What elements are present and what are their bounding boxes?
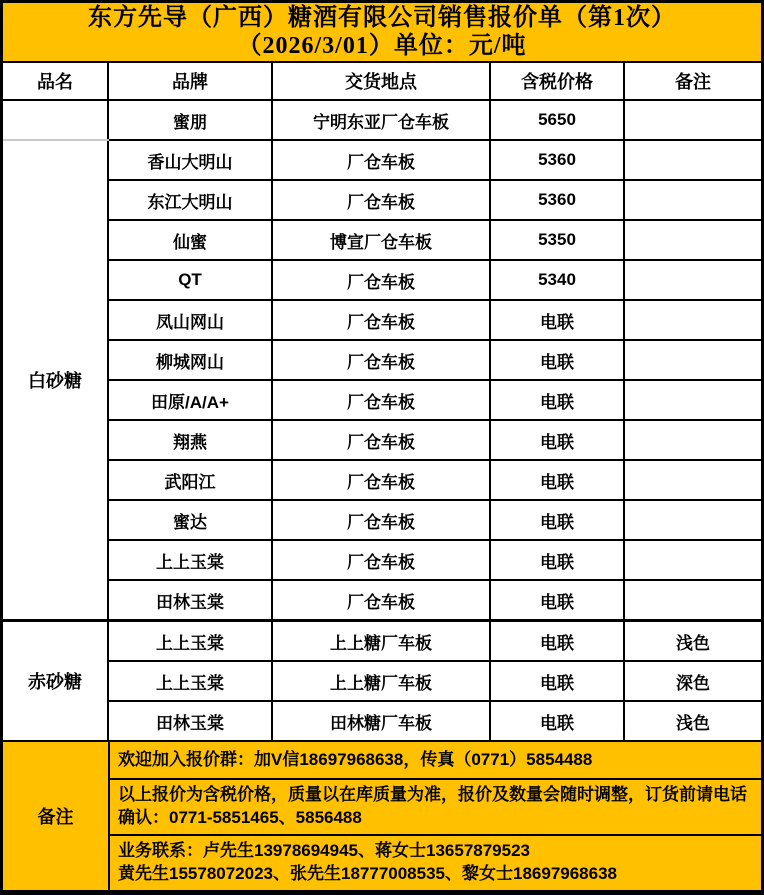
price-cell: 电联 (490, 661, 624, 701)
remark-cell: 浅色 (624, 701, 761, 741)
footer-note-line: 黄先生15578072023、张先生18777008535、黎女士18697968638 (118, 864, 618, 883)
price-cell: 5360 (490, 140, 624, 180)
remark-cell (624, 580, 761, 621)
footer-remarks (3, 742, 761, 890)
price-table (3, 63, 761, 742)
footer-note-row (110, 742, 761, 780)
header-row (3, 63, 761, 100)
remark-cell (624, 100, 761, 140)
table-row (3, 500, 761, 540)
delivery-location-cell: 田林糖厂车板 (272, 701, 490, 741)
delivery-location-cell: 厂仓车板 (272, 260, 490, 300)
price-table-header (3, 63, 761, 100)
delivery-location-cell: 厂仓车板 (272, 140, 490, 180)
price-cell: 电联 (490, 300, 624, 340)
price-cell: 电联 (490, 621, 624, 662)
remark-cell (624, 500, 761, 540)
delivery-location-cell: 厂仓车板 (272, 460, 490, 500)
product-group-cell (3, 100, 108, 140)
brand-cell: 武阳江 (108, 460, 272, 500)
delivery-location-cell: 厂仓车板 (272, 300, 490, 340)
price-cell: 5350 (490, 220, 624, 260)
remark-cell (624, 380, 761, 420)
delivery-location-cell: 厂仓车板 (272, 380, 490, 420)
table-row (3, 460, 761, 500)
table-row (3, 540, 761, 580)
remark-cell: 深色 (624, 661, 761, 701)
delivery-location-cell: 上上糖厂车板 (272, 661, 490, 701)
remark-cell (624, 460, 761, 500)
footer-note-line: 业务联系：卢先生13978694945、蒋女士13657879523 (118, 841, 531, 861)
price-cell: 电联 (490, 340, 624, 380)
remark-cell (624, 140, 761, 180)
delivery-location-cell: 厂仓车板 (272, 180, 490, 220)
price-cell: 5360 (490, 180, 624, 220)
price-cell: 电联 (490, 540, 624, 580)
remark-cell (624, 180, 761, 220)
brand-cell: 柳城网山 (108, 340, 272, 380)
table-row (3, 220, 761, 260)
brand-cell: 上上玉棠 (108, 621, 272, 662)
price-cell: 5650 (490, 100, 624, 140)
remark-cell (624, 300, 761, 340)
table-row (3, 621, 761, 662)
product-group-cell: 白砂糖 (3, 140, 108, 621)
title-line-2: （2026/3/01）单位：元/吨 (237, 33, 527, 59)
brand-cell: 东江大明山 (108, 180, 272, 220)
price-cell: 电联 (490, 380, 624, 420)
brand-cell: 田林玉棠 (108, 580, 272, 621)
price-cell: 电联 (490, 500, 624, 540)
delivery-location-cell: 厂仓车板 (272, 420, 490, 460)
delivery-location-cell: 厂仓车板 (272, 580, 490, 621)
price-cell: 电联 (490, 701, 624, 741)
brand-cell: 仙蜜 (108, 220, 272, 260)
brand-cell: 田林玉棠 (108, 701, 272, 741)
product-group-cell: 赤砂糖 (3, 621, 108, 742)
table-row (3, 140, 761, 180)
price-cell: 电联 (490, 460, 624, 500)
footer-remarks-body (110, 742, 761, 890)
delivery-location-cell: 宁明东亚厂仓车板 (272, 100, 490, 140)
delivery-location-cell: 上上糖厂车板 (272, 621, 490, 662)
footer-remarks-label: 备注 (3, 742, 110, 890)
table-row (3, 661, 761, 701)
brand-cell: QT (108, 260, 272, 300)
remark-cell (624, 420, 761, 460)
price-cell: 电联 (490, 580, 624, 621)
table-row (3, 420, 761, 460)
sheet-title (3, 3, 761, 63)
footer-note-row (110, 836, 761, 890)
price-cell: 5340 (490, 260, 624, 300)
table-row (3, 300, 761, 340)
column-header-delivery-location: 交货地点 (272, 63, 490, 100)
column-header-product-name: 品名 (3, 63, 108, 100)
footer-note-row (110, 780, 761, 836)
title-line-1: 东方先导（广西）糖酒有限公司销售报价单（第1次） (88, 5, 676, 31)
column-header-tax-price: 含税价格 (490, 63, 624, 100)
brand-cell: 蜜朋 (108, 100, 272, 140)
brand-cell: 翔燕 (108, 420, 272, 460)
column-header-brand: 品牌 (108, 63, 272, 100)
brand-cell: 上上玉棠 (108, 661, 272, 701)
table-row (3, 380, 761, 420)
column-header-remark: 备注 (624, 63, 761, 100)
delivery-location-cell: 厂仓车板 (272, 540, 490, 580)
remark-cell (624, 540, 761, 580)
table-row (3, 580, 761, 621)
remark-cell (624, 220, 761, 260)
brand-cell: 上上玉棠 (108, 540, 272, 580)
delivery-location-cell: 厂仓车板 (272, 500, 490, 540)
brand-cell: 蜜达 (108, 500, 272, 540)
delivery-location-cell: 博宣厂仓车板 (272, 220, 490, 260)
remark-cell (624, 260, 761, 300)
footer-note-line: 欢迎加入报价群：加V信18697968638，传真（0771）5854488 (118, 749, 593, 769)
table-row (3, 260, 761, 300)
price-cell: 电联 (490, 420, 624, 460)
brand-cell: 香山大明山 (108, 140, 272, 180)
table-row (3, 701, 761, 741)
remark-cell (624, 340, 761, 380)
table-row (3, 180, 761, 220)
footer-note-line: 以上报价为含税价格，质量以在库质量为准，报价及数量会随时调整，订货前请电话确认：0771-5851465、5856488 (118, 785, 747, 827)
remark-cell: 浅色 (624, 621, 761, 662)
table-row (3, 340, 761, 380)
price-table-body (3, 100, 761, 741)
table-row (3, 100, 761, 140)
brand-cell: 凤山网山 (108, 300, 272, 340)
brand-cell: 田原/A/A+ (108, 380, 272, 420)
delivery-location-cell: 厂仓车板 (272, 340, 490, 380)
